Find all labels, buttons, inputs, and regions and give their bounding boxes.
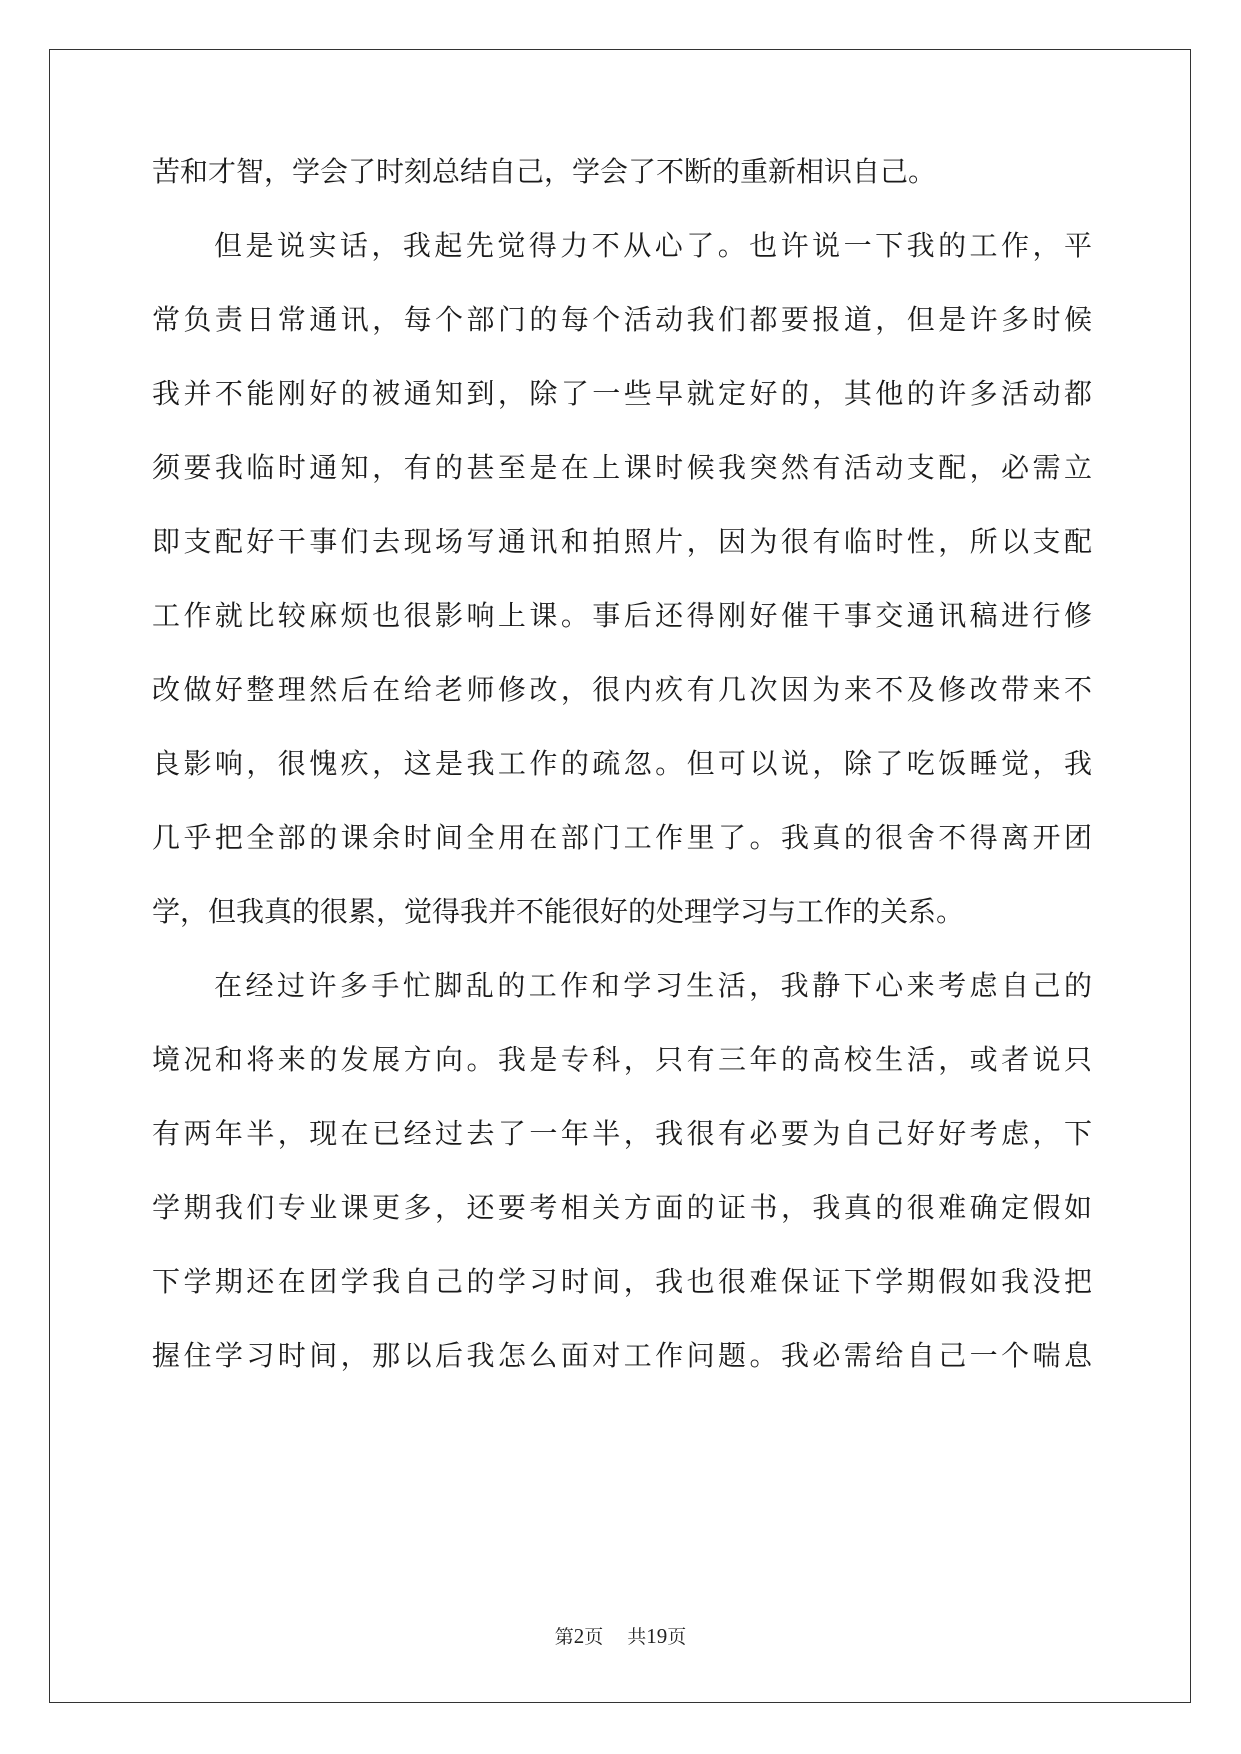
- text-line: 学，但我真的很累，觉得我并不能很好的处理学习与工作的关系。: [152, 895, 965, 928]
- page-suffix: 页: [584, 1626, 604, 1648]
- text-line: 工作就比较麻烦也很影响上课。事后还得刚好催干事交通讯稿进行修: [152, 599, 1092, 632]
- page-number: 2: [573, 1624, 585, 1648]
- text-line: 常负责日常通讯，每个部门的每个活动我们都要报道，但是许多时候: [152, 303, 1092, 336]
- page-footer: [0, 1622, 1241, 1649]
- text-line: 但是说实话，我起先觉得力不从心了。也许说一下我的工作，平: [214, 229, 1092, 262]
- text-line: 改做好整理然后在给老师修改，很内疚有几次因为来不及修改带来不: [152, 673, 1092, 706]
- text-line: 须要我临时通知，有的甚至是在上课时候我突然有活动支配，必需立: [152, 451, 1092, 484]
- text-line: 在经过许多手忙脚乱的工作和学习生活，我静下心来考虑自己的: [214, 969, 1092, 1002]
- text-line: 握住学习时间，那以后我怎么面对工作问题。我必需给自己一个喘息: [152, 1339, 1092, 1372]
- total-pages: 19: [646, 1624, 668, 1648]
- text-line: 有两年半，现在已经过去了一年半，我很有必要为自己好好考虑，下: [152, 1117, 1092, 1150]
- text-line: 良影响，很愧疚，这是我工作的疏忽。但可以说，除了吃饭睡觉，我: [152, 747, 1092, 780]
- total-suffix: 页: [667, 1626, 687, 1648]
- total-prefix: 共: [627, 1626, 647, 1648]
- page-prefix: 第: [554, 1626, 574, 1648]
- text-line: 我并不能刚好的被通知到，除了一些早就定好的，其他的许多活动都: [152, 377, 1092, 410]
- text-line: 学期我们专业课更多，还要考相关方面的证书，我真的很难确定假如: [152, 1191, 1092, 1224]
- text-line: 几乎把全部的课余时间全用在部门工作里了。我真的很舍不得离开团: [152, 821, 1092, 854]
- text-line: 境况和将来的发展方向。我是专科，只有三年的高校生活，或者说只: [152, 1043, 1092, 1076]
- text-line: 下学期还在团学我自己的学习时间，我也很难保证下学期假如我没把: [152, 1265, 1092, 1298]
- page-border: [49, 49, 1191, 1703]
- text-line: 苦和才智，学会了时刻总结自己，学会了不断的重新相识自己。: [152, 155, 937, 188]
- text-line: 即支配好干事们去现场写通讯和拍照片，因为很有临时性，所以支配: [152, 525, 1092, 558]
